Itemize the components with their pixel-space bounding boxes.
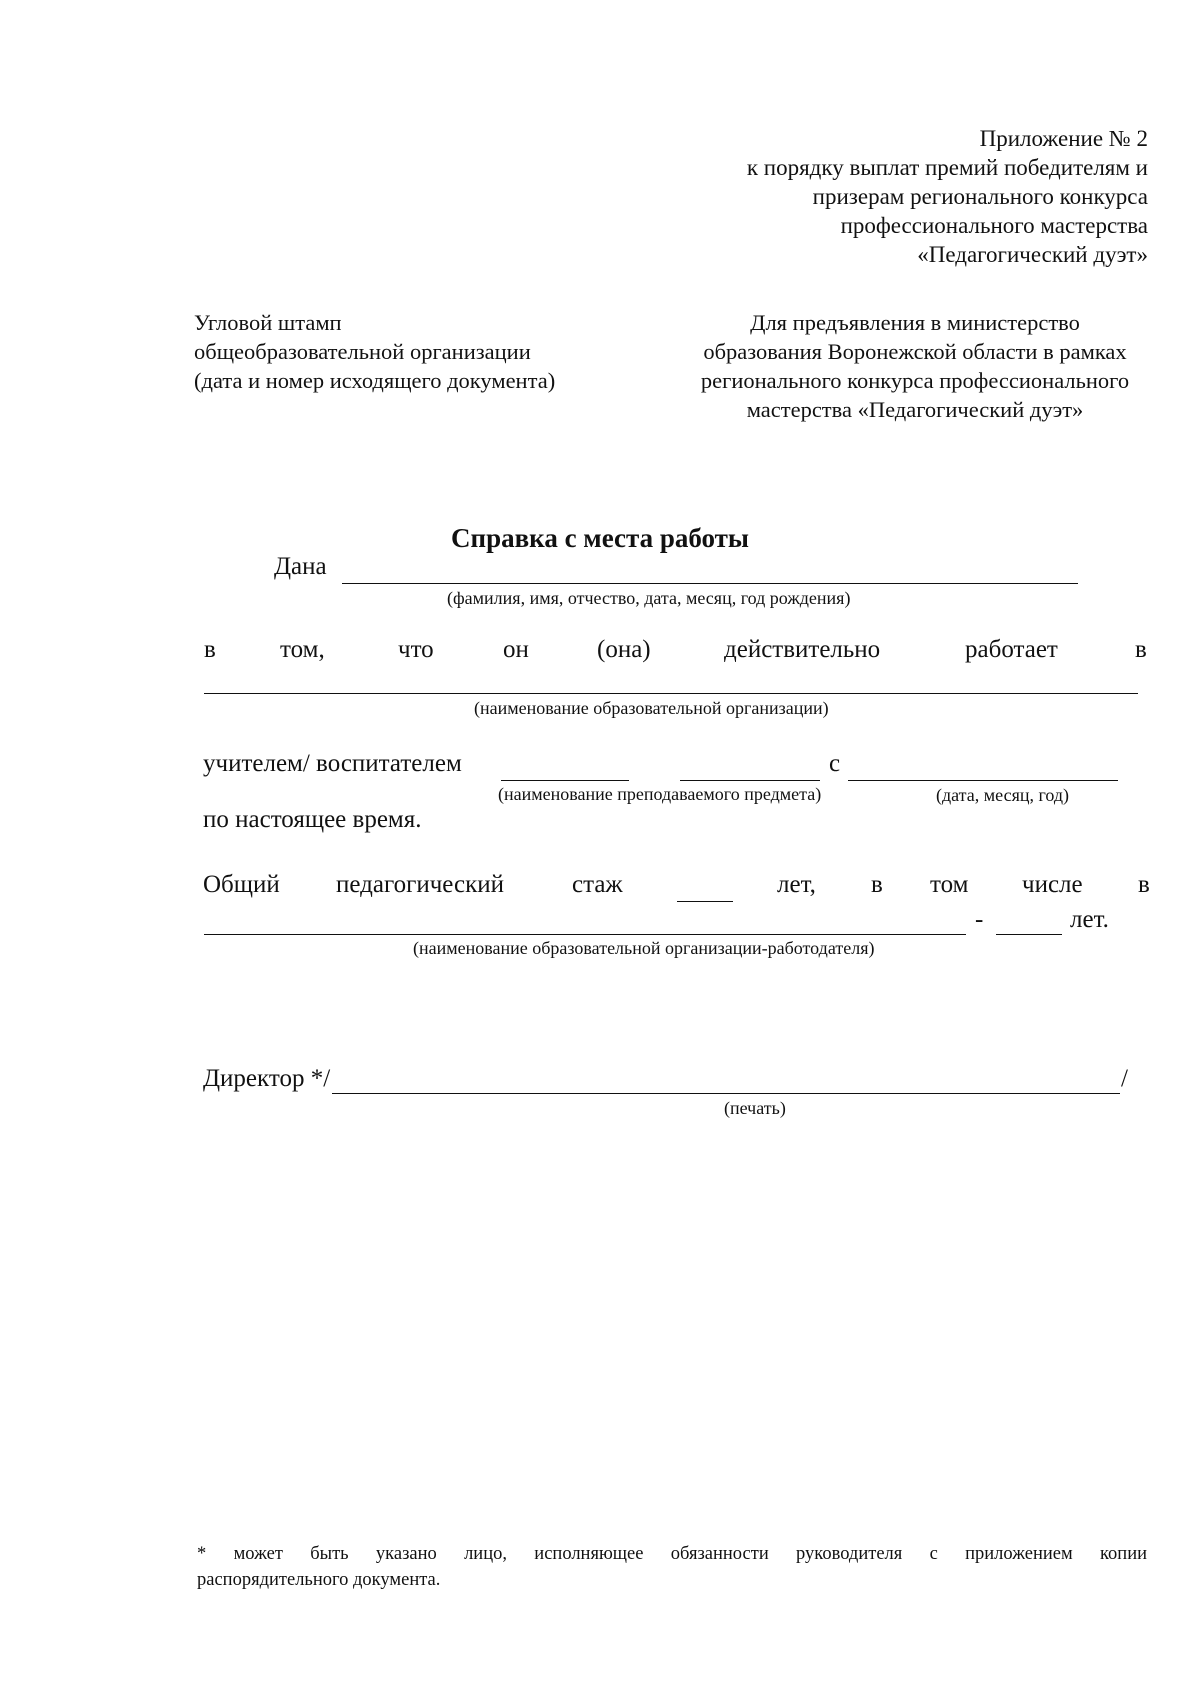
start-date-field[interactable] (848, 780, 1118, 781)
organization-caption: (наименование образовательной организации) (474, 698, 829, 718)
experience-word: лет, (777, 871, 816, 898)
organization-field[interactable] (204, 693, 1138, 694)
experience-word: стаж (572, 871, 623, 898)
corner-stamp-block (194, 308, 614, 395)
experience-word: педагогический (336, 871, 505, 898)
subject-field-part2[interactable] (680, 780, 820, 781)
appendix-line: призерам регионального конкурса (812, 184, 1148, 209)
date-caption: (дата, месяц, год) (936, 785, 1070, 805)
experience-word: в (871, 871, 883, 898)
works-word: что (398, 636, 434, 663)
appendix-line: Приложение № 2 (979, 126, 1148, 151)
director-signature-field[interactable] (332, 1093, 1120, 1094)
given-caption: (фамилия, имя, отчество, дата, месяц, год рождения) (447, 588, 851, 608)
footnote (197, 1541, 1147, 1593)
works-word: работает (965, 636, 1058, 663)
end-slash: / (1121, 1065, 1128, 1092)
experience-word: том (930, 871, 969, 898)
experience-word: в (1138, 871, 1150, 898)
works-word: он (503, 636, 529, 663)
employer-caption: (наименование образовательной организации-работодателя) (413, 938, 875, 958)
years-label: лет. (1070, 906, 1109, 933)
until-now-text: по настоящее время. (203, 806, 422, 833)
footnote-line1: * может быть указано лицо, исполняющее обязанности руководителя с приложением копии (197, 1544, 1147, 1564)
appendix-line: к порядку выплат премий победителям и (746, 155, 1148, 180)
since-label: с (829, 750, 841, 777)
experience-word: Общий (203, 871, 280, 898)
given-label: Дана (274, 553, 327, 580)
presented-line: образования Воронежской области в рамках (703, 339, 1127, 364)
document-title: Справка с места работы (451, 523, 749, 553)
stamp-line: (дата и номер исходящего документа) (194, 368, 556, 393)
dash-sign: - (975, 906, 984, 933)
stamp-line: Угловой штамп (194, 310, 342, 335)
director-label: Директор */ (203, 1065, 331, 1092)
footnote-line2: распорядительного документа. (197, 1570, 441, 1590)
stamp-line: общеобразовательной организации (194, 339, 531, 364)
appendix-line: «Педагогический дуэт» (917, 242, 1148, 267)
seal-caption: (печать) (724, 1098, 786, 1118)
presented-line: мастерства «Педагогический дуэт» (746, 397, 1084, 422)
given-name-field[interactable] (342, 583, 1078, 584)
employer-years-field[interactable] (996, 934, 1062, 935)
subject-field-part1[interactable] (501, 780, 629, 781)
employer-field[interactable] (204, 934, 966, 935)
experience-word: числе (1022, 871, 1083, 898)
presented-line: регионального конкурса профессионального (700, 368, 1130, 393)
appendix-line: профессионального мастерства (840, 213, 1148, 238)
works-word: действительно (724, 636, 881, 663)
position-label: учителем/ воспитателем (203, 750, 462, 777)
total-years-field[interactable] (677, 901, 733, 902)
presented-line: Для предъявления в министерство (750, 310, 1080, 335)
subject-caption: (наименование преподаваемого предмета) (498, 784, 822, 804)
works-word: в (204, 636, 216, 663)
works-word: в (1135, 636, 1147, 663)
works-word: (она) (597, 636, 651, 663)
works-word: том, (280, 636, 325, 663)
presented-to-block (680, 308, 1150, 424)
appendix-header (628, 124, 1148, 269)
